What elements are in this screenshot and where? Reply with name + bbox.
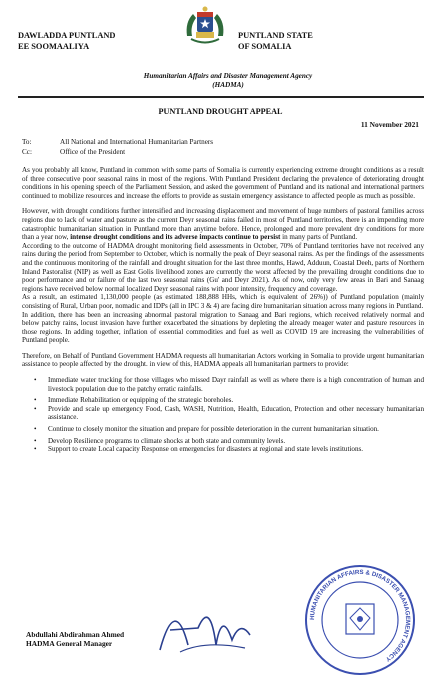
- header-right: [238, 30, 313, 52]
- agency-line1: Humanitarian Affairs and Disaster Management Agency: [143, 72, 313, 80]
- paragraph-intensification: [22, 207, 424, 241]
- document-date: 11 November 2021: [360, 120, 419, 129]
- cc-label: Cc:: [22, 148, 32, 156]
- appeal-item: • Provide and scale up emergency Food, Cash, WASH, Nutrition, Health, Education, Protection and other necessary humanitarian assistance.: [44, 405, 424, 422]
- to-value: All National and International Humanitarian Partners: [60, 138, 214, 146]
- cc-line: [22, 148, 125, 157]
- signatory-role: HADMA General Manager: [26, 639, 113, 648]
- document-title: PUNTLAND DROUGHT APPEAL: [158, 107, 283, 116]
- paragraph-affected-population: As a result, an estimated 1,130,000 people (as estimated 188,888 HHs, which is equivalent of 26%)) of Puntland population (mainly consisting of Rural, Urban poor, nomadic and IDPs (all in IPC 3 & 4) are facing dire humanitarian situation across many regions in Puntland.: [22, 293, 424, 310]
- agency-name: [112, 72, 344, 90]
- agency-line2: (HADMA): [212, 81, 244, 89]
- header-left-line2: EE SOOMAALIYA: [18, 42, 90, 51]
- header-right-line1: PUNTLAND STATE: [238, 31, 313, 40]
- signatory-name: Abdullahi Abdirahman Ahmed: [26, 630, 125, 639]
- coat-of-arms-emblem: [183, 6, 227, 50]
- header-left: [18, 30, 115, 52]
- letter-body: [22, 166, 424, 454]
- stamp-text: HUMANITARIAN AFFAIRS & DISASTER MANAGEMENT AGENCY: [308, 568, 412, 663]
- paragraph-intensification-text: However, with drought conditions further intensified and increasing displacement and movement of huge numbers of pastoral families across regions due to lack of water and pasture as the current Deyr seasonal rains failed in most of Puntland territories, there is an impending more catastrophic humanitarian situation in Puntland more than anytime before. Hence, prolonged and more prevalent dry conditions for more than a year now,: [22, 207, 424, 242]
- appeal-list: [22, 376, 424, 454]
- to-label: To:: [22, 138, 32, 146]
- appeal-item: • Immediate Rehabilitation or equipping of the strategic boreholes.: [44, 396, 424, 405]
- appeal-item: • Immediate water trucking for those villages who missed Dayr rainfall as well as where there is a high concentration of human and livestock population due to the patchy erratic rainfalls.: [44, 376, 424, 393]
- cc-value: Office of the President: [60, 148, 126, 156]
- appeal-item: • Support to create Local capacity Response on emergencies for disasters at regional and state levels institutions.: [44, 445, 424, 454]
- signature-block: [26, 630, 124, 648]
- paragraph-migration: In addition, there has been an increasing abnormal pastoral migration to Sanaag and Bari regions, which received relatively normal and below patchy rains, locust invasion have further exacerbated the situations by depleting the already meager water and pasture resources in those regions. In adding together, inflation of essential commodities and fuel as well as COVID 19 are increasing the vulnerabilities of Puntland people.: [22, 310, 424, 345]
- header-right-line2: OF SOMALIA: [238, 42, 292, 51]
- header-left-line1: DAWLADDA PUNTLAND: [18, 31, 116, 40]
- official-stamp: [300, 560, 420, 678]
- paragraph-assessment: According to the outcome of HADMA drought monitoring field assessments in October, 70% of Puntland territories have not received any rains during the period from September to October, which is normally the peak of Deyr seasonal rains. As per the findings of the assessments and the continuous monitoring of the rainfall and drought situation for the last three months, Hawd, Adduun, Coastal Deeh, parts of Northern Inland Pastoralist (NIP) as well as East Golis livelihood zones are currently the worst affected by the prevailing drought conditions due to poor performance and or failure of the last two seasonal rains (Gu' and Deyr 2021). As of now, only very few areas in Bari and Sanaag regions have received below normal localized Deyr seasonal rains with poor intensity, frequency and coverage.: [22, 241, 424, 293]
- to-line: [22, 138, 213, 147]
- header-divider: [18, 96, 424, 98]
- handwritten-signature: [150, 590, 260, 660]
- paragraph-intro: As you probably all know, Puntland in common with some parts of Somalia is currently experiencing extreme drought conditions as a result of three consecutive poor seasonal rains in most of the regions. With Puntland President declaring the prevalence of deteriorating drought conditions in his opening speech of the Parliament Session, and asked the government of Puntland and its national and international partners continued to mobilize resources and increase the efforts to provide as sustain emergency assistance to affected people as much as possible.: [22, 166, 424, 200]
- paragraph-appeal: Therefore, on Behalf of Puntland Government HADMA requests all humanitarian Actors working in Somalia to provide urgent humanitarian assistance to people affected by the drought. in view of this, HADMA appeals all humanitarian partners to provide:: [22, 351, 424, 369]
- svg-text:HUMANITARIAN AFFAIRS & DISASTE: [309, 569, 411, 663]
- paragraph-intensification-end: in many parts of Puntland.: [280, 233, 358, 242]
- appeal-item: • Develop Resilience programs to climate shocks at both state and community levels.: [44, 437, 424, 446]
- paragraph-intensification-emphasis: intense drought conditions and its adverse impacts continue to persist: [70, 233, 281, 242]
- appeal-item: • Continue to closely monitor the situation and prepare for possible deterioration in the current humanitarian situation.: [44, 425, 424, 434]
